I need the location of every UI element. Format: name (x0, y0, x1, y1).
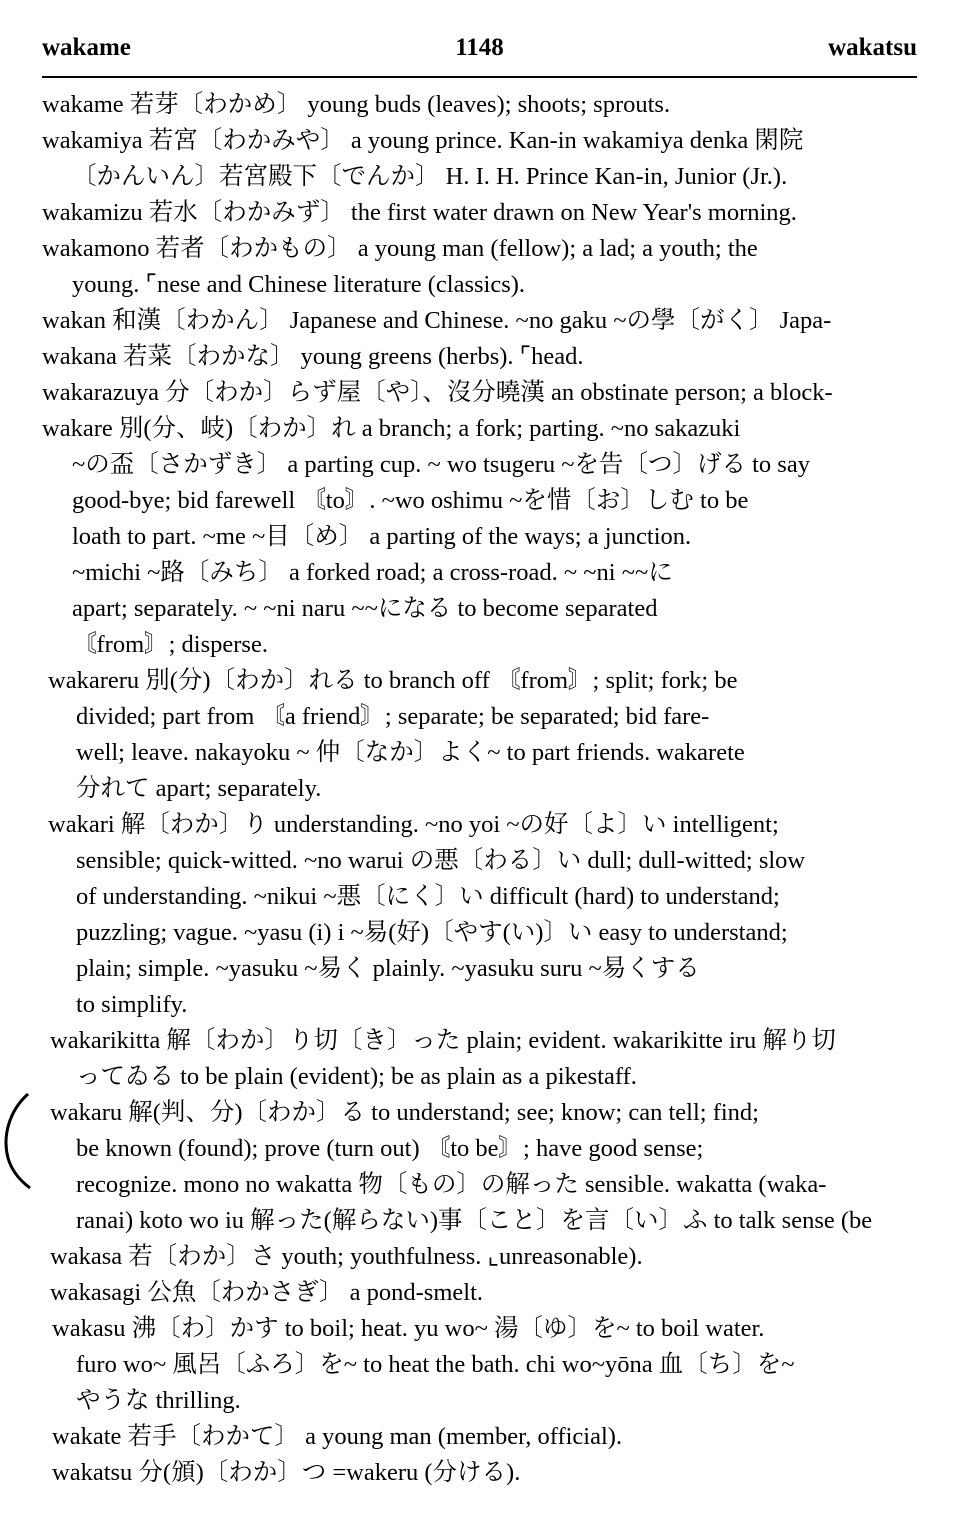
page-number: 1148 (455, 34, 504, 61)
text-line: wakamono 若者〔わかもの〕 a young man (fellow); a lad; a youth; the (42, 235, 758, 262)
text-line: やうな thrilling. (76, 1387, 241, 1414)
page-header (42, 34, 917, 70)
text-line: ranai) koto wo iu 解った(解らない)事〔こと〕を言〔い〕ふ to talk sense (be (76, 1207, 873, 1234)
text-line: young. ⌜nese and Chinese literature (classics). (72, 271, 526, 298)
text-line: wakana 若菜〔わかな〕 young greens (herbs). ⌜head. (42, 343, 584, 370)
margin-pen-mark (0, 1090, 40, 1190)
text-line: well; leave. nakayoku ~ 仲〔なか〕よく~ to part friends. wakarete (76, 739, 745, 766)
text-line: wakaru 解(判、分)〔わか〕る to understand; see; know; can tell; find; (50, 1099, 759, 1126)
text-line: of understanding. ~nikui ~悪〔にく〕い difficult (hard) to understand; (76, 883, 780, 910)
text-line: recognize. mono no wakatta 物〔もの〕の解った sensible. wakatta (waka- (76, 1171, 827, 1198)
text-line: be known (found); prove (turn out) 〘to be〙; have good sense; (76, 1135, 704, 1162)
text-line: ~michi ~路〔みち〕 a forked road; a cross-road. ~ ~ni ~~に (72, 559, 673, 586)
text-line: good-bye; bid farewell 〘to〙. ~wo oshimu ~を惜〔お〕しむ to be (72, 487, 749, 514)
text-line: plain; simple. ~yasuku ~易く plainly. ~yasuku suru ~易くする (76, 955, 700, 982)
text-line: divided; part from 〘a friend〙; separate; be separated; bid fare- (76, 703, 710, 730)
text-line: puzzling; vague. ~yasu (i) i ~易(好)〔やす(い)〕い easy to understand; (76, 919, 788, 946)
text-line: ってゐる to be plain (evident); be as plain as a pikestaff. (76, 1063, 637, 1090)
text-line: wakarikitta 解〔わか〕り切〔き〕った plain; evident. wakarikitte iru 解り切 (50, 1027, 836, 1054)
text-line: wakan 和漢〔わかん〕 Japanese and Chinese. ~no gaku ~の學〔がく〕 Japa- (42, 307, 832, 334)
text-line: 〔かんいん〕若宮殿下〔でんか〕 H. I. H. Prince Kan-in, Junior (Jr.). (72, 163, 788, 190)
text-line: wakare 別(分、岐)〔わか〕れ a branch; a fork; parting. ~no sakazuki (42, 415, 741, 442)
text-line: wakamiya 若宮〔わかみや〕 a young prince. Kan-in wakamiya denka 閑院 (42, 127, 804, 154)
header-left-guide-word: wakame (42, 34, 131, 61)
text-line: wakasagi 公魚〔わかさぎ〕 a pond-smelt. (50, 1279, 484, 1306)
text-line: wakasu 沸〔わ〕かす to boil; heat. yu wo~ 湯〔ゆ〕を~ to boil water. (52, 1315, 765, 1342)
text-line: wakate 若手〔わかて〕 a young man (member, official). (52, 1423, 623, 1450)
text-line: loath to part. ~me ~目〔め〕 a parting of the ways; a junction. (72, 523, 692, 550)
text-line: wakame 若芽〔わかめ〕 young buds (leaves); shoots; sprouts. (42, 91, 671, 118)
text-line: wakarazuya 分〔わか〕らず屋〔や〕、沒分曉漢 an obstinate person; a block- (42, 379, 833, 406)
header-right-guide-word: wakatsu (828, 34, 917, 61)
text-line: sensible; quick-witted. ~no warui の悪〔わる〕い dull; dull-witted; slow (76, 847, 806, 874)
text-line: ~の盃〔さかずき〕 a parting cup. ~ wo tsugeru ~を告〔つ〕げる to say (72, 451, 810, 478)
text-line: 〘from〙; disperse. (72, 631, 268, 658)
text-line: wakareru 別(分)〔わか〕れる to branch off 〘from〙; split; fork; be (48, 667, 738, 694)
text-line: to simplify. (76, 991, 188, 1018)
text-line: wakari 解〔わか〕り understanding. ~no yoi ~の好〔よ〕い intelligent; (48, 811, 779, 838)
text-line: wakasa 若〔わか〕さ youth; youthfulness. ⌞unreasonable). (50, 1243, 643, 1270)
text-line: apart; separately. ~ ~ni naru ~~になる to become separated (72, 595, 658, 622)
text-line: wakamizu 若水〔わかみず〕 the first water drawn on New Year's morning. (42, 199, 797, 226)
header-rule (42, 76, 917, 78)
text-line: 分れて apart; separately. (76, 775, 322, 802)
text-line: wakatsu 分(頒)〔わか〕つ =wakeru (分ける). (52, 1459, 521, 1486)
text-line: furo wo~ 風呂〔ふろ〕を~ to heat the bath. chi wo~yōna 血〔ち〕を~ (76, 1351, 795, 1378)
